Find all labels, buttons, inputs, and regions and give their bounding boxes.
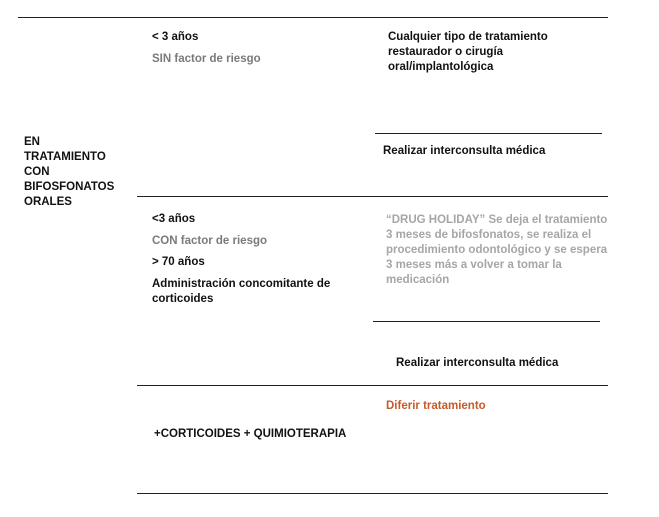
row-1-action: Cualquier tipo de tratamiento restaurador o cirugía oral/implantológica [388, 31, 548, 73]
row-1-followup: Realizar interconsulta médica [383, 145, 546, 157]
row-2-criterion-age: <3 años [152, 213, 196, 225]
row-2-criterion-risk: CON factor de riesgo [152, 235, 268, 247]
row-2-bottom-border [137, 385, 608, 386]
row-2-action-divider [373, 321, 600, 322]
row-2-followup: Realizar interconsulta médica [396, 357, 559, 369]
row-1-criterion-age: < 3 años [152, 31, 199, 43]
row-3-criterion-corticoids-chemo: +CORTICOIDES + QUIMIOTERAPIA [154, 428, 347, 440]
top-border [18, 17, 608, 18]
row-2-criterion-corticoids: Administración concomitante de corticoides [152, 278, 331, 305]
treatment-group-label: EN TRATAMIENTO CON BIFOSFONATOS ORALES [24, 136, 115, 208]
row-1-action-divider [375, 133, 602, 134]
row-2-criterion-over-70: > 70 años [152, 256, 205, 268]
row-1-bottom-border [137, 196, 608, 197]
row-1-criterion-risk: SIN factor de riesgo [152, 53, 261, 65]
bottom-border [137, 493, 608, 494]
row-3-action-defer: Diferir tratamiento [386, 400, 486, 412]
row-2-action-drug-holiday: “DRUG HOLIDAY” Se deja el tratamiento 3 meses de bifosfonatos, se realiza el procedimiento odontológico y se espera 3 meses más a volver a tomar la medicación [386, 214, 608, 286]
